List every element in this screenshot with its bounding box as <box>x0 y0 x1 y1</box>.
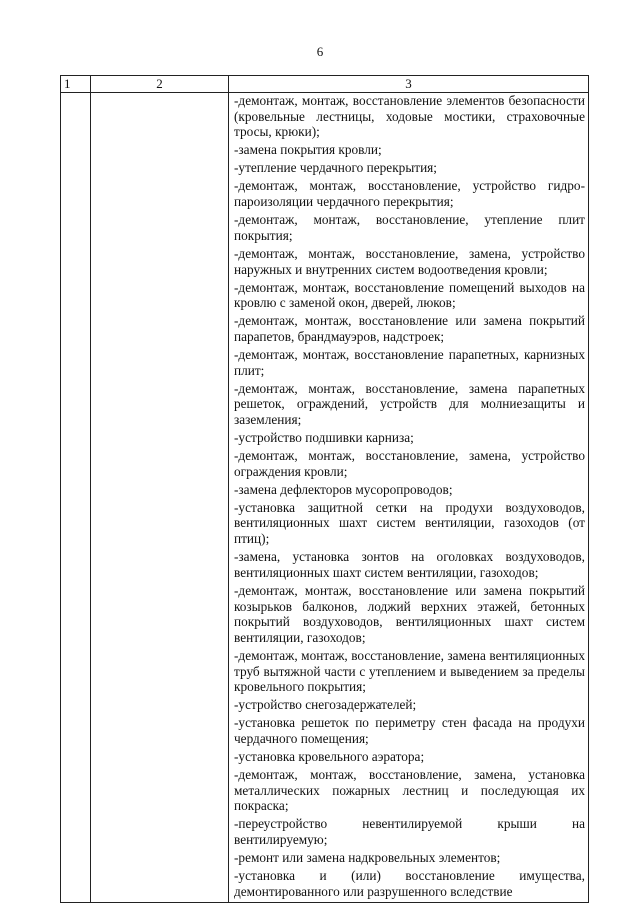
list-item: -утепление чердачного перекрытия; <box>234 160 437 176</box>
list-item: -демонтаж, монтаж, восстановление, замена, устройство наружных и внутренних систем водоотведения кровли; <box>234 245 585 277</box>
list-item: -установка кровельного аэратора; <box>234 749 425 765</box>
list-item: -демонтаж, монтаж, восстановление парапетных, карнизных плит; <box>234 346 585 378</box>
works-table <box>60 75 589 903</box>
list-item: -демонтаж, монтаж, восстановление или замена покрытий парапетов, брандмауэров, надстроек; <box>234 313 585 344</box>
list-item: -демонтаж, монтаж, восстановление, замена, установка металлических пожарных лестниц и последующая их покраска; <box>234 767 585 814</box>
column-1-cell <box>61 93 91 903</box>
column-header-3: 3 <box>229 76 589 93</box>
list-item: -ремонт или замена надкровельных элементов; <box>234 850 501 866</box>
list-item: -устройство снегозадержателей; <box>234 697 417 713</box>
table-body-row <box>61 93 589 903</box>
list-item: -демонтаж, монтаж, восстановление помещений выходов на кровлю с заменой окон, дверей, люков; <box>234 279 585 311</box>
list-item: -переустройство невентилируемой крыши на вентилируемую; <box>234 816 585 848</box>
list-item: -демонтаж, монтаж, восстановление, замена парапетных решеток, ограждений, устройств для молниезащиты и заземления; <box>234 380 585 428</box>
column-2-cell <box>91 93 229 903</box>
list-item: -демонтаж, монтаж, восстановление, устройство гидро-пароизоляции чердачного перекрытия; <box>234 178 585 210</box>
list-item: -замена дефлекторов мусоропроводов; <box>234 481 453 497</box>
table-header-row <box>61 76 589 93</box>
works-list <box>229 93 588 900</box>
list-item: -установка решеток по периметру стен фасада на продухи чердачного помещения; <box>234 715 585 747</box>
list-item: -демонтаж, монтаж, восстановление или замена покрытий козырьков балконов, лоджий верхних этажей, бетонных покрытий воздуховодов, вентиляционных шахт систем вентиляции, газоходов; <box>234 582 585 645</box>
list-item: -замена, установка зонтов на оголовках воздуховодов, вентиляционных шахт систем вентиляции, газоходов; <box>234 549 585 580</box>
column-3-cell <box>229 93 589 903</box>
list-item: -устройство подшивки карниза; <box>234 430 414 446</box>
list-item: -демонтаж, монтаж, восстановление элементов безопасности (кровельные лестницы, ходовые мостики, страховочные тросы, крюки); <box>234 93 585 140</box>
page-number: 6 <box>316 44 324 59</box>
list-item: -демонтаж, монтаж, восстановление, утепление плит покрытия; <box>234 212 585 243</box>
list-item: -установка защитной сетки на продухи воздуховодов, вентиляционных шахт систем вентиляции, газоходов (от птиц); <box>234 499 585 547</box>
column-header-1: 1 <box>61 76 91 93</box>
list-item: -демонтаж, монтаж, восстановление, замена, устройство ограждения кровли; <box>234 448 585 479</box>
column-header-2: 2 <box>91 76 229 93</box>
list-item: -замена покрытия кровли; <box>234 142 382 158</box>
list-item: -демонтаж, монтаж, восстановление, замена вентиляционных труб вытяжной части с утеплением и выведением за пределы кровельного покрытия; <box>234 647 585 695</box>
list-item: -установка и (или) восстановление имущества, демонтированного или разрушенного вследствие <box>234 868 585 899</box>
